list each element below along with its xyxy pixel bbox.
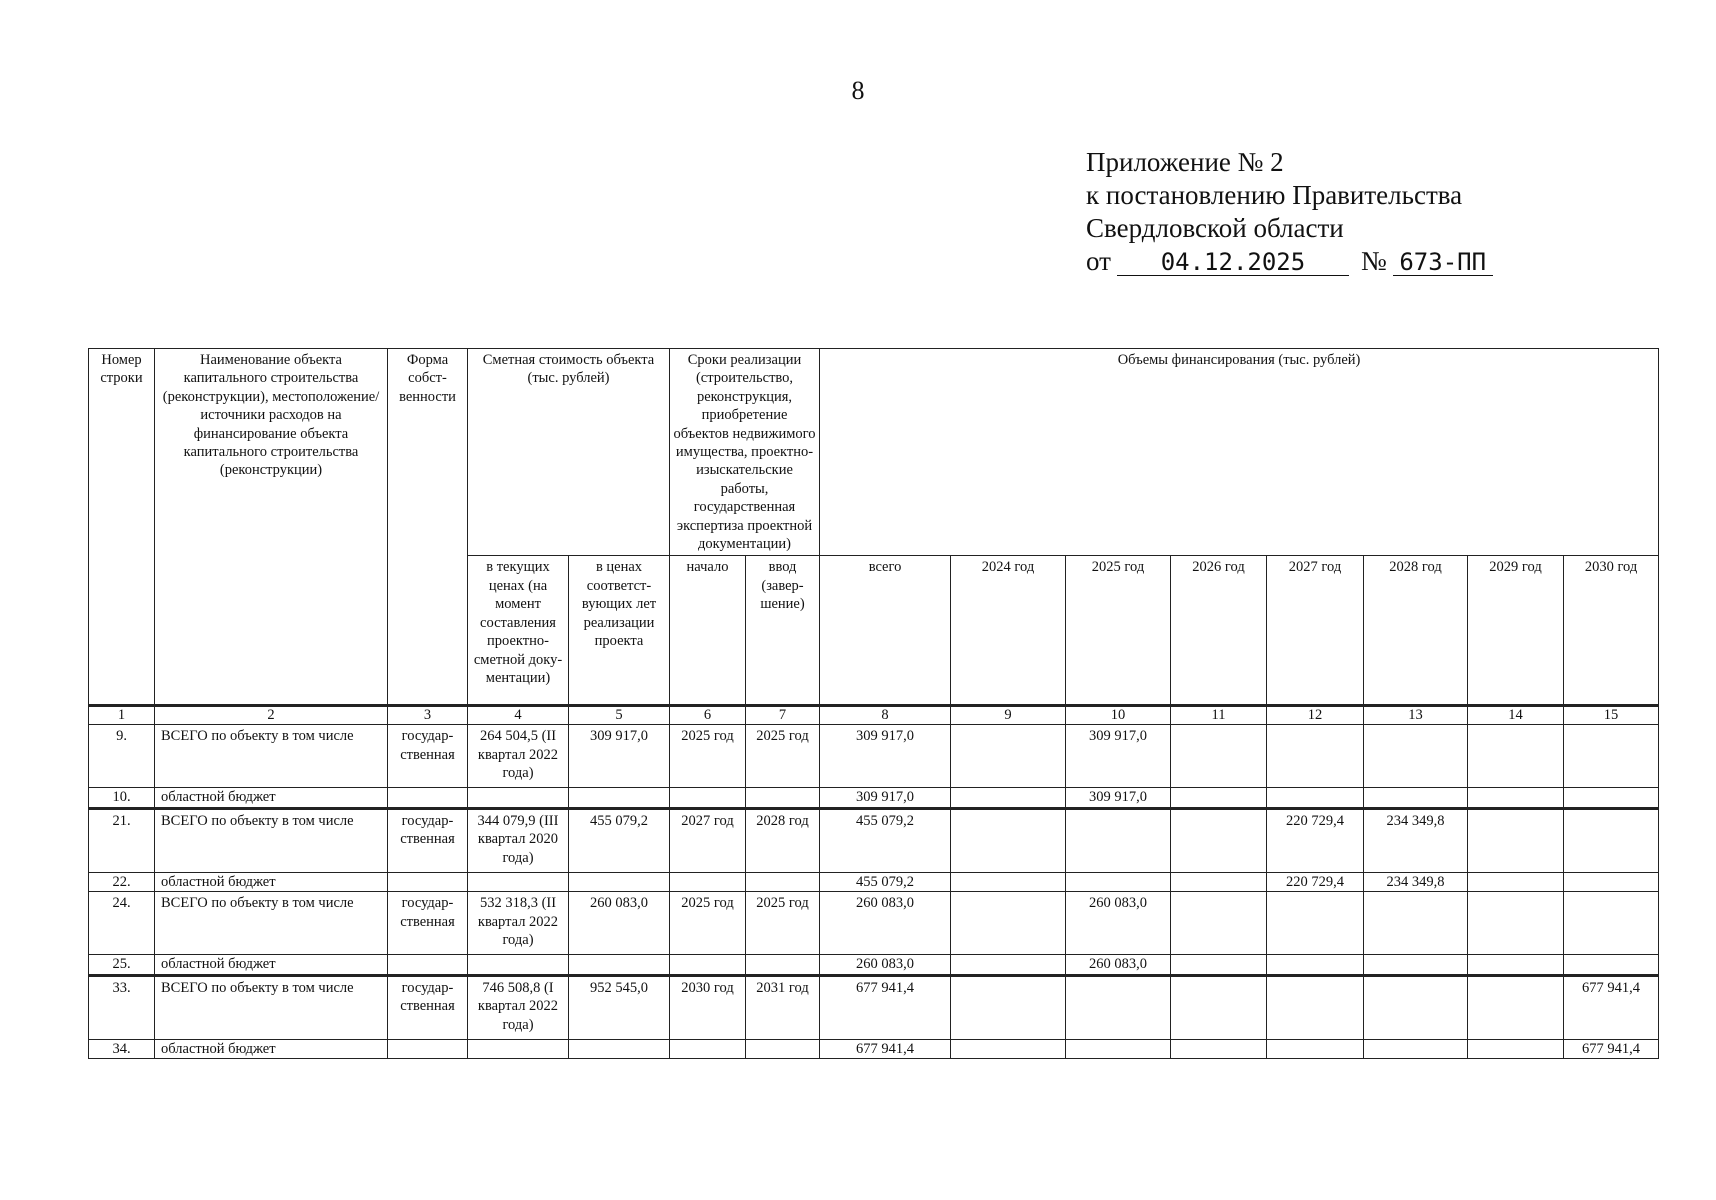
- estimate-years: [569, 1039, 670, 1058]
- funding-year: 260 083,0: [1066, 892, 1171, 955]
- estimate-current: 264 504,5 (II квартал 2022 года): [468, 725, 569, 788]
- table-row-budget: [89, 955, 1659, 975]
- funding-year: [1364, 1039, 1468, 1058]
- estimate-years: [569, 872, 670, 891]
- funding-year: 309 917,0: [1066, 788, 1171, 808]
- appendix-date-line: [1086, 245, 1493, 278]
- appendix-resolution: к постановлению Правительства: [1086, 180, 1463, 210]
- funding-year: [1066, 872, 1171, 891]
- terms-end: 2028 год: [746, 808, 820, 872]
- funding-total: 309 917,0: [820, 725, 951, 788]
- header-year: 2029 год: [1468, 556, 1564, 706]
- column-number: 5: [569, 706, 670, 725]
- terms-end: [746, 788, 820, 808]
- funding-year: [1171, 892, 1267, 955]
- number-prefix: №: [1360, 246, 1387, 276]
- estimate-current: [468, 788, 569, 808]
- header-row-number: Номер строки: [89, 349, 155, 706]
- column-number: 12: [1267, 706, 1364, 725]
- funding-year: 677 941,4: [1564, 1039, 1659, 1058]
- terms-start: 2030 год: [670, 975, 746, 1039]
- funding-year: [951, 872, 1066, 891]
- terms-start: 2025 год: [670, 892, 746, 955]
- funding-year: [1364, 975, 1468, 1039]
- funding-year: [1564, 872, 1659, 891]
- column-number: 10: [1066, 706, 1171, 725]
- funding-year: [1468, 788, 1564, 808]
- funding-year: [1267, 892, 1364, 955]
- funding-year: 677 941,4: [1564, 975, 1659, 1039]
- terms-start: 2025 год: [670, 725, 746, 788]
- estimate-years: [569, 788, 670, 808]
- header-terms-start: начало: [670, 556, 746, 706]
- funding-total: 455 079,2: [820, 872, 951, 891]
- funding-year: [1267, 1039, 1364, 1058]
- appendix-region: Свердловской области: [1086, 213, 1344, 243]
- column-numbers-row: [89, 706, 1659, 725]
- row-number: 9.: [89, 725, 155, 788]
- funding-year: [1564, 892, 1659, 955]
- funding-year: [1171, 872, 1267, 891]
- column-number: 6: [670, 706, 746, 725]
- funding-year: [951, 788, 1066, 808]
- header-object-name: Наименование объекта капитального строительства (реконструкции), местоположение/источники расходов на финансирование объекта капитального строительства (реконструкции): [155, 349, 388, 706]
- funding-year: [951, 725, 1066, 788]
- terms-end: 2031 год: [746, 975, 820, 1039]
- header-estimate-current: в текущих ценах (на момент составления проектно-сметной доку-ментации): [468, 556, 569, 706]
- funding-year: [1564, 788, 1659, 808]
- column-number: 13: [1364, 706, 1468, 725]
- table-row-total: [89, 808, 1659, 872]
- header-year: 2027 год: [1267, 556, 1364, 706]
- resolution-number: 673-ПП: [1393, 249, 1493, 276]
- funding-year: 220 729,4: [1267, 872, 1364, 891]
- header-estimate-years: в ценах соответст-вующих лет реализации проекта: [569, 556, 670, 706]
- column-number: 3: [388, 706, 468, 725]
- date-prefix: от: [1086, 246, 1111, 276]
- ownership: [388, 872, 468, 891]
- appendix-title: Приложение № 2: [1086, 147, 1284, 177]
- header-year: 2025 год: [1066, 556, 1171, 706]
- terms-start: 2027 год: [670, 808, 746, 872]
- funding-total: 455 079,2: [820, 808, 951, 872]
- header-terms-end: ввод (завер-шение): [746, 556, 820, 706]
- estimate-current: [468, 1039, 569, 1058]
- funding-year: [1364, 725, 1468, 788]
- funding-year: [1364, 892, 1468, 955]
- funding-year: [1364, 788, 1468, 808]
- estimate-current: [468, 955, 569, 975]
- funding-year: [1267, 788, 1364, 808]
- funding-year: 234 349,8: [1364, 808, 1468, 872]
- funding-year: [951, 892, 1066, 955]
- header-estimate: Сметная стоимость объекта (тыс. рублей): [468, 349, 670, 556]
- funding-total: 677 941,4: [820, 975, 951, 1039]
- funding-year: [1066, 975, 1171, 1039]
- terms-end: 2025 год: [746, 892, 820, 955]
- header-ownership: Форма собст-венности: [388, 349, 468, 706]
- ownership: [388, 1039, 468, 1058]
- funding-year: [1468, 955, 1564, 975]
- funding-total: 677 941,4: [820, 1039, 951, 1058]
- funding-year: [1468, 725, 1564, 788]
- column-number: 11: [1171, 706, 1267, 725]
- funding-year: [1267, 975, 1364, 1039]
- funding-year: 220 729,4: [1267, 808, 1364, 872]
- funding-year: [1364, 955, 1468, 975]
- funding-year: [1171, 808, 1267, 872]
- object-name: ВСЕГО по объекту в том числе: [155, 892, 388, 955]
- page-number: 8: [851, 76, 865, 105]
- header-year: 2028 год: [1364, 556, 1468, 706]
- ownership: [388, 955, 468, 975]
- estimate-years: 260 083,0: [569, 892, 670, 955]
- funding-year: [1171, 725, 1267, 788]
- estimate-current: 344 079,9 (III квартал 2020 года): [468, 808, 569, 872]
- object-name: областной бюджет: [155, 955, 388, 975]
- estimate-current: 746 508,8 (I квартал 2022 года): [468, 975, 569, 1039]
- terms-end: [746, 1039, 820, 1058]
- row-number: 33.: [89, 975, 155, 1039]
- estimate-years: 309 917,0: [569, 725, 670, 788]
- ownership: государ-ственная: [388, 975, 468, 1039]
- estimate-years: [569, 955, 670, 975]
- header-year: 2026 год: [1171, 556, 1267, 706]
- column-number: 15: [1564, 706, 1659, 725]
- ownership: государ-ственная: [388, 725, 468, 788]
- funding-year: [1171, 955, 1267, 975]
- terms-start: [670, 955, 746, 975]
- funding-year: [1468, 975, 1564, 1039]
- funding-year: [1564, 725, 1659, 788]
- funding-year: [1171, 975, 1267, 1039]
- funding-year: [951, 955, 1066, 975]
- funding-year: [951, 808, 1066, 872]
- header-row-top: [89, 349, 1659, 556]
- funding-year: [1267, 725, 1364, 788]
- funding-total: 260 083,0: [820, 955, 951, 975]
- ownership: государ-ственная: [388, 892, 468, 955]
- column-number: 4: [468, 706, 569, 725]
- terms-start: [670, 788, 746, 808]
- header-year: 2024 год: [951, 556, 1066, 706]
- column-number: 14: [1468, 706, 1564, 725]
- terms-start: [670, 1039, 746, 1058]
- ownership: государ-ственная: [388, 808, 468, 872]
- resolution-date: 04.12.2025: [1117, 249, 1349, 276]
- header-funding-total: всего: [820, 556, 951, 706]
- column-number: 1: [89, 706, 155, 725]
- funding-year: 234 349,8: [1364, 872, 1468, 891]
- estimate-years: 455 079,2: [569, 808, 670, 872]
- funding-year: [1171, 788, 1267, 808]
- terms-end: 2025 год: [746, 725, 820, 788]
- funding-total: 309 917,0: [820, 788, 951, 808]
- funding-year: [1066, 1039, 1171, 1058]
- funding-total: 260 083,0: [820, 892, 951, 955]
- object-name: областной бюджет: [155, 1039, 388, 1058]
- header-terms: Сроки реализации (строительство, реконструкция, приобретение объектов недвижимого имущества, проектно-изыскательские работы, государственная экспертиза проектной документации): [670, 349, 820, 556]
- budget-table: [88, 348, 1659, 1059]
- terms-start: [670, 872, 746, 891]
- estimate-current: 532 318,3 (II квартал 2022 года): [468, 892, 569, 955]
- appendix-block: [1086, 146, 1493, 278]
- row-number: 22.: [89, 872, 155, 891]
- funding-year: [1468, 808, 1564, 872]
- funding-year: [1468, 892, 1564, 955]
- funding-year: [951, 1039, 1066, 1058]
- funding-year: [1066, 808, 1171, 872]
- row-number: 21.: [89, 808, 155, 872]
- row-number: 25.: [89, 955, 155, 975]
- estimate-current: [468, 872, 569, 891]
- ownership: [388, 788, 468, 808]
- object-name: областной бюджет: [155, 788, 388, 808]
- row-number: 10.: [89, 788, 155, 808]
- column-number: 2: [155, 706, 388, 725]
- table-row-budget: [89, 1039, 1659, 1058]
- funding-year: [1468, 872, 1564, 891]
- funding-year: [1564, 955, 1659, 975]
- object-name: ВСЕГО по объекту в том числе: [155, 808, 388, 872]
- funding-year: [1267, 955, 1364, 975]
- terms-end: [746, 955, 820, 975]
- column-number: 9: [951, 706, 1066, 725]
- funding-year: 260 083,0: [1066, 955, 1171, 975]
- column-number: 7: [746, 706, 820, 725]
- funding-year: [951, 975, 1066, 1039]
- row-number: 24.: [89, 892, 155, 955]
- funding-year: [1171, 1039, 1267, 1058]
- funding-year: [1468, 1039, 1564, 1058]
- table-row-total: [89, 892, 1659, 955]
- object-name: ВСЕГО по объекту в том числе: [155, 725, 388, 788]
- header-year: 2030 год: [1564, 556, 1659, 706]
- terms-end: [746, 872, 820, 891]
- header-funding: Объемы финансирования (тыс. рублей): [820, 349, 1659, 556]
- funding-year: 309 917,0: [1066, 725, 1171, 788]
- object-name: областной бюджет: [155, 872, 388, 891]
- table-row-total: [89, 975, 1659, 1039]
- estimate-years: 952 545,0: [569, 975, 670, 1039]
- object-name: ВСЕГО по объекту в том числе: [155, 975, 388, 1039]
- table-row-total: [89, 725, 1659, 788]
- funding-year: [1564, 808, 1659, 872]
- column-number: 8: [820, 706, 951, 725]
- row-number: 34.: [89, 1039, 155, 1058]
- table-row-budget: [89, 788, 1659, 808]
- table-row-budget: [89, 872, 1659, 891]
